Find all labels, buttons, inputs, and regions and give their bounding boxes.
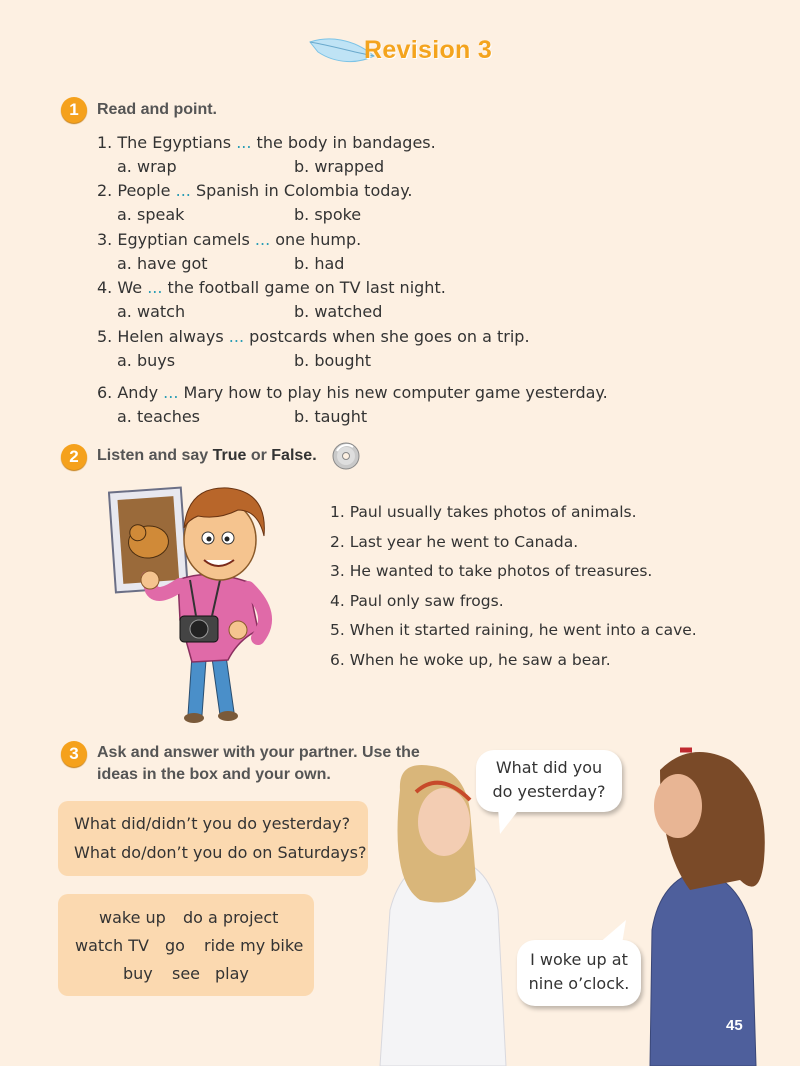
question-text: 2. People ... Spanish in Colombia today.	[97, 181, 413, 200]
option-b[interactable]: b. watched	[294, 302, 383, 321]
statement-item: 3. He wanted to take photos of treasures.	[330, 562, 653, 581]
statement-item: 2. Last year he went to Canada.	[330, 532, 579, 551]
model-questions-box	[58, 801, 368, 876]
section-1-number: 1	[61, 97, 87, 123]
section-3-title-line-2: ideas in the box and your own.	[97, 766, 331, 783]
boy-with-camera-illustration	[108, 480, 298, 728]
section-2-number: 2	[61, 444, 87, 470]
bubble-tail	[598, 920, 628, 944]
section-1-title: Read and point.	[97, 101, 217, 118]
section-2-title: Listen and say True or False.	[97, 447, 317, 464]
section-3-number: 3	[61, 741, 87, 767]
option-a[interactable]: a. teaches	[117, 407, 201, 426]
question-text: 3. Egyptian camels ... one hump.	[97, 230, 362, 249]
idea-word: ride my bike	[204, 936, 304, 955]
bubble-question-line-2: do yesterday?	[492, 782, 606, 801]
idea-word: play	[215, 964, 249, 983]
question-text: 5. Helen always ... postcards when she goes on a trip.	[97, 327, 530, 346]
option-a[interactable]: a. speak	[117, 205, 185, 224]
speech-bubble-answer	[517, 940, 641, 1006]
statement-item: 4. Paul only saw frogs.	[330, 591, 504, 610]
statement-item: 1. Paul usually takes photos of animals.	[330, 503, 637, 521]
question-text: 6. Andy ... Mary how to play his new computer game yesterday.	[97, 383, 608, 402]
bubble-answer-line-1: I woke up at	[530, 950, 628, 969]
option-b[interactable]: b. wrapped	[294, 157, 385, 176]
idea-word: go	[165, 936, 185, 955]
page-number: 45	[726, 1017, 743, 1034]
option-b[interactable]: b. taught	[294, 407, 368, 426]
idea-word: wake up	[99, 908, 166, 927]
option-b[interactable]: b. spoke	[294, 205, 362, 224]
page-title: Revision 3	[364, 36, 493, 64]
section-3-title-line-1: Ask and answer with your partner. Use the	[97, 744, 420, 761]
bubble-tail	[496, 808, 522, 836]
option-b[interactable]: b. bought	[294, 351, 371, 370]
question-text: 1. The Egyptians ... the body in bandages.	[97, 133, 436, 152]
model-question-1: What did/didn’t you do yesterday?	[74, 814, 351, 833]
option-b[interactable]: b. had	[294, 254, 345, 273]
idea-word: watch TV	[75, 936, 149, 955]
option-a[interactable]: a. buys	[117, 351, 176, 370]
bubble-answer-line-2: nine o’clock.	[528, 974, 630, 993]
title-area	[300, 30, 520, 80]
speech-bubble-question	[476, 750, 622, 812]
bubble-question-line-1: What did you	[495, 758, 603, 777]
statement-item: 5. When it started raining, he went into a cave.	[330, 621, 697, 640]
idea-word: see	[172, 964, 201, 983]
option-a[interactable]: a. have got	[117, 254, 208, 273]
idea-word: do a project	[183, 908, 279, 927]
model-question-2: What do/don’t you do on Saturdays?	[74, 843, 367, 862]
cd-audio-icon[interactable]	[331, 441, 361, 471]
statement-item: 6. When he woke up, he saw a bear.	[330, 651, 611, 669]
idea-word: buy	[123, 964, 153, 983]
question-text: 4. We ... the football game on TV last night.	[97, 278, 446, 297]
option-a[interactable]: a. wrap	[117, 157, 177, 176]
option-a[interactable]: a. watch	[117, 302, 186, 321]
